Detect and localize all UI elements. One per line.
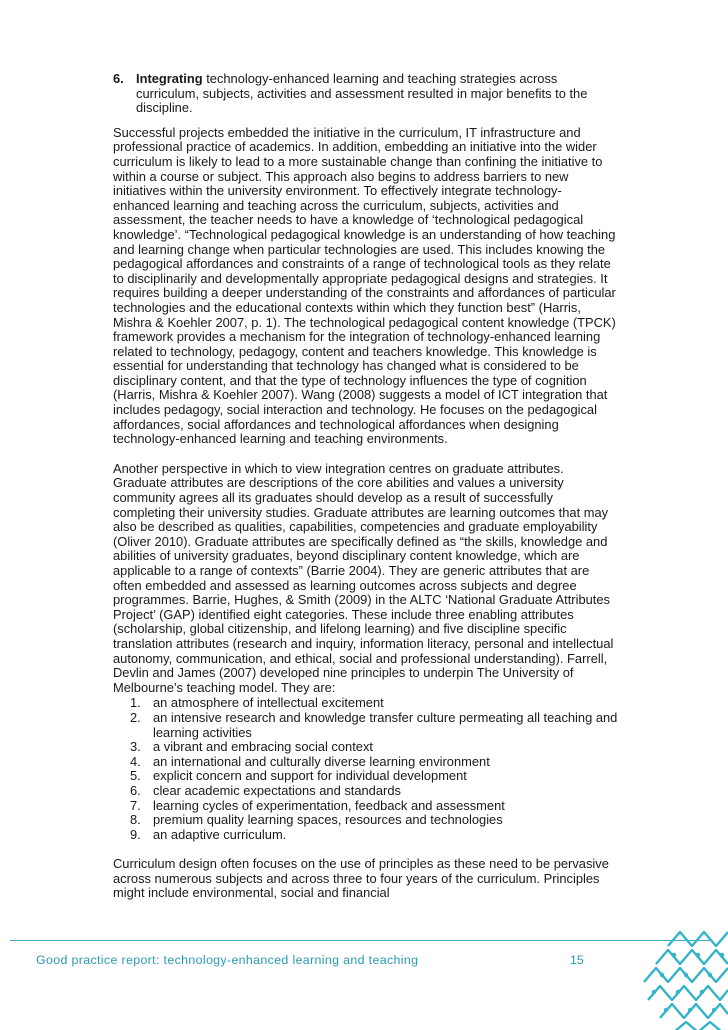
list-item-text: clear academic expectations and standards: [153, 782, 401, 798]
footer-divider: [10, 940, 710, 941]
list-item: [113, 813, 618, 828]
list-number: 6.: [113, 71, 124, 86]
list-number: 9.: [130, 826, 141, 842]
list-number: 3.: [130, 739, 141, 755]
list-number: 8.: [130, 812, 141, 828]
page-number: 15: [570, 953, 584, 967]
principles-list: [113, 696, 618, 842]
list-item: [113, 740, 618, 755]
footer-title: Good practice report: technology-enhanced learning and teaching: [36, 953, 419, 967]
list-number: 7.: [130, 797, 141, 813]
list-item-text: premium quality learning spaces, resources and technologies: [153, 812, 503, 828]
list-item-text: explicit concern and support for individual development: [153, 768, 467, 784]
list-item-text: an adaptive curriculum.: [153, 826, 287, 842]
list-item: [113, 711, 618, 740]
list-item: [113, 784, 618, 799]
numbered-list-item: [113, 72, 618, 116]
item-lead-term: Integrating: [136, 71, 203, 86]
paragraph-tpck: Successful projects embedded the initiative in the curriculum, IT infrastructure and professional practice of academics. In addition, embedding an initiative into the wider curriculum is likely to lead to a more sustainable change than confining the initiative to within a course or subject. This approach also begins to address barriers to new initiatives within the university environment. To effectively integrate technology-enhanced learning and teaching across the curriculum, subjects, activities and assessment, the teacher needs to have a knowledge of ‘technological pedagogical knowledge’. “Technological pedagogical knowledge is an understanding of how teaching and learning change when particular technologies are used. This includes knowing the pedagogical affordances and constraints of a range of technological tools as they relate to disciplinarily and developmentally appropriate pedagogical designs and strategies. It requires building a deeper understanding of the constraints and affordances of particular technologies and the educational contexts within which they function best” (Harris, Mishra & Koehler 2007, p. 1). The technological pedagogical content knowledge (TPCK) framework provides a mechanism for the integration of technology-enhanced learning related to technology, pedagogy, content and teachers knowledge. This knowledge is essential for understanding that technology has changed what is considered to be disciplinary content, and that the type of technology influences the type of cognition (Harris, Mishra & Koehler 2007). Wang (2008) suggests a model of ICT integration that includes pedagogy, social interaction and technology. He focuses on the pedagogical affordances, social affordances and technological affordances when designing technology-enhanced learning and teaching environments.: [113, 124, 616, 447]
paragraph-curriculum-design: Curriculum design often focuses on the use of principles as these need to be pervasive across numerous subjects and across three to four years of the curriculum. Principles might include environmental, social and financial: [113, 856, 609, 901]
list-item-text: an intensive research and knowledge transfer culture permeating all teaching and learning activities: [153, 709, 618, 740]
list-number: 6.: [130, 782, 141, 798]
list-item: [113, 696, 618, 711]
paragraph-graduate-attributes: Another perspective in which to view integration centres on graduate attributes. Graduate attributes are descriptions of the core abilities and values a university community agrees all its graduates should develop as a result of successfully completing their university studies. Graduate attributes are learning outcomes that may also be described as qualities, capabilities, competencies and graduate employability (Oliver 2010). Graduate attributes are specifically defined as “the skills, knowledge and abilities of university graduates, beyond disciplinary content knowledge, which are applicable to a range of contexts” (Barrie 2004). They are generic attributes that are often embedded and assessed as learning outcomes across subjects and degree programmes. Barrie, Hughes, & Smith (2009) in the ALTC ‘National Graduate Attributes Project’ (GAP) identified eight categories. These include three enabling attributes (scholarship, global citizenship, and lifelong learning) and five discipline specific translation attributes (research and inquiry, information literacy, personal and intellectual autonomy, communication, and ethical, social and professional understanding). Farrell, Devlin and James (2007) developed nine principles to underpin The University of Melbourne’s teaching model. They are:: [113, 460, 614, 695]
list-item-text: a vibrant and embracing social context: [153, 739, 373, 755]
list-number: 2.: [130, 709, 141, 725]
list-item-text: an atmosphere of intellectual excitement: [153, 695, 384, 711]
body-content: [113, 72, 618, 916]
list-item: [113, 755, 618, 770]
wave-pattern-logo-icon: [630, 920, 728, 1030]
list-item-text: an international and culturally diverse learning environment: [153, 753, 490, 769]
list-item: [113, 799, 618, 814]
item-text: technology-enhanced learning and teaching strategies across curriculum, subjects, activities and assessment resulted in major benefits to the discipline.: [136, 71, 588, 116]
list-item: [113, 828, 618, 843]
list-number: 4.: [130, 753, 141, 769]
list-item-text: learning cycles of experimentation, feedback and assessment: [153, 797, 505, 813]
list-number: 5.: [130, 768, 141, 784]
list-item: [113, 769, 618, 784]
list-number: 1.: [130, 695, 141, 711]
